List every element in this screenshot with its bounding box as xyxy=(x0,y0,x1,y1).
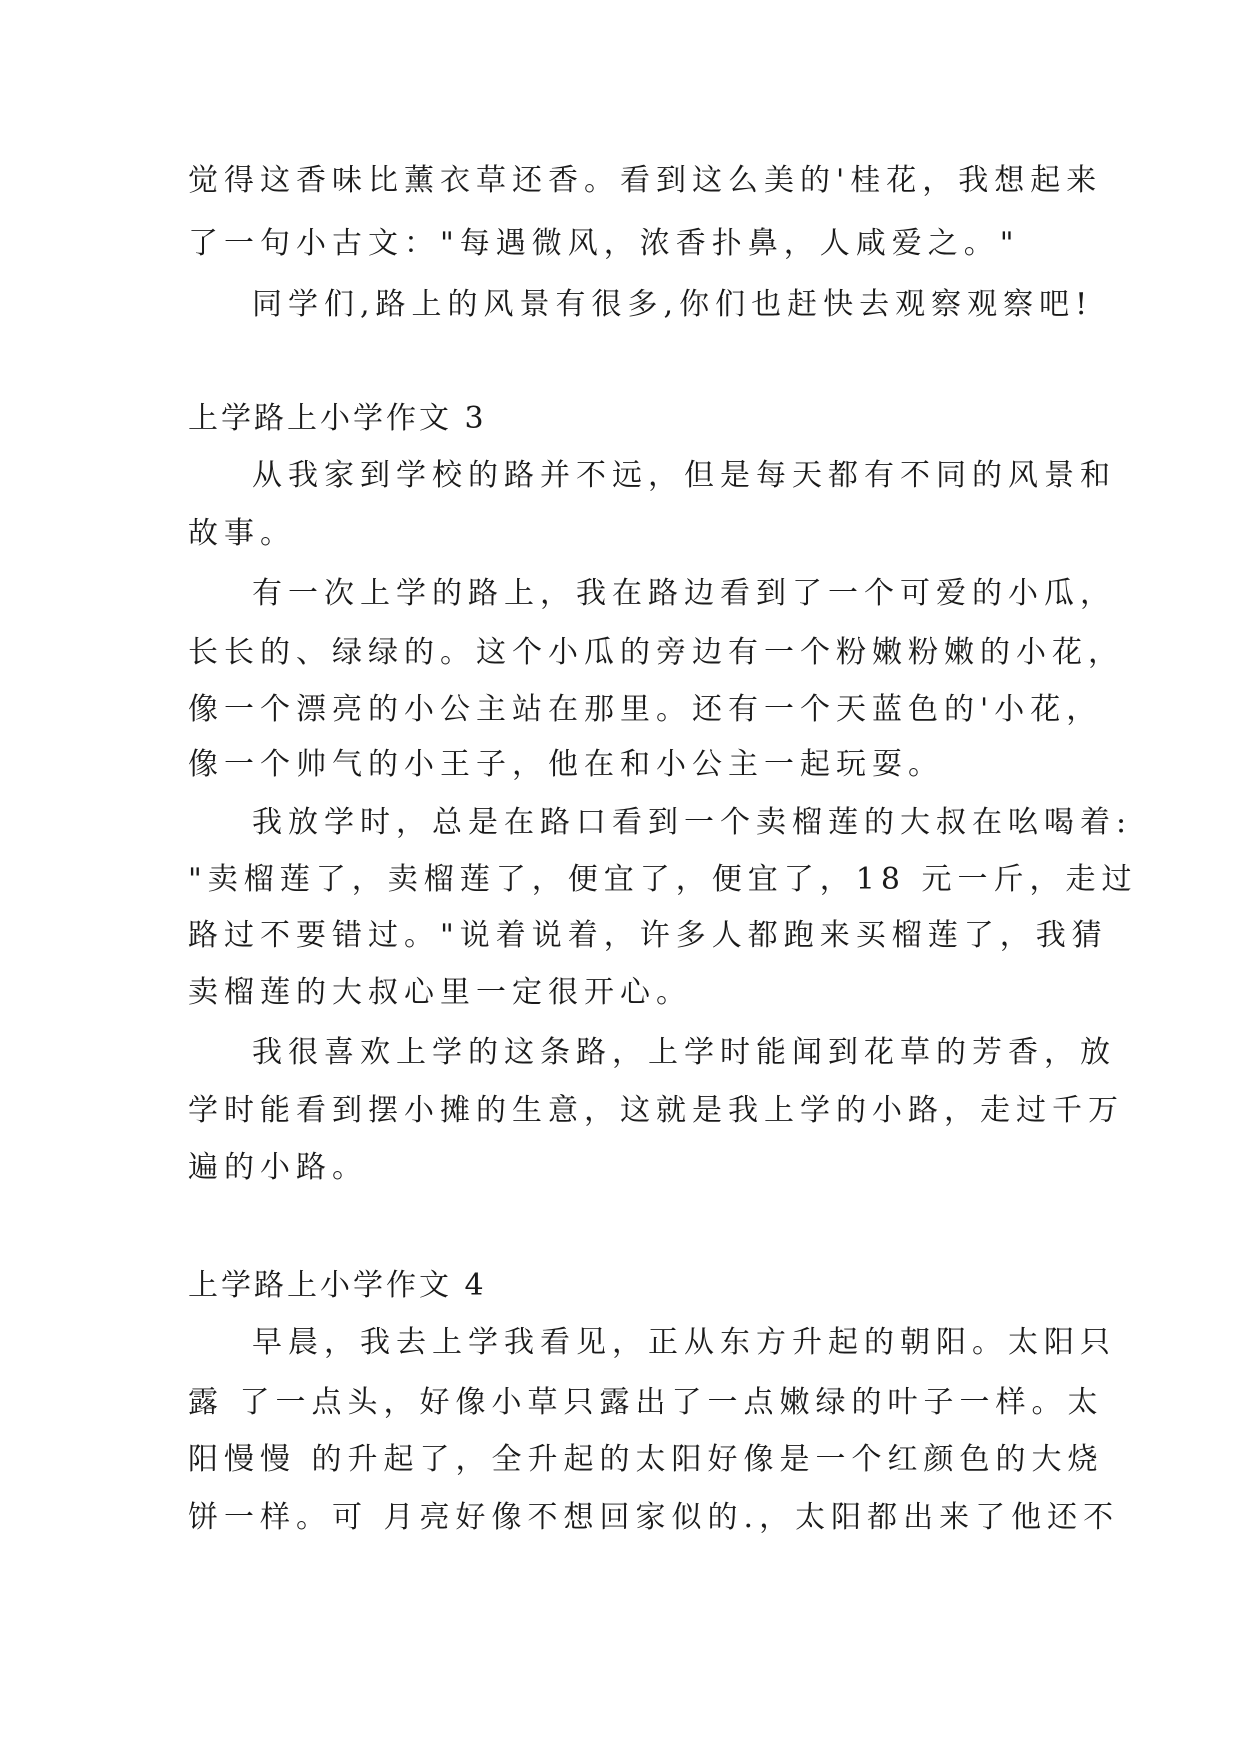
paragraph-line: 路过不要错过。"说着说着，许多人都跑来买榴莲了，我猜 xyxy=(188,918,1108,953)
paragraph-line: 长长的、绿绿的。这个小瓜的旁边有一个粉嫩粉嫩的小花， xyxy=(188,635,1124,670)
section-heading: 上学路上小学作文 4 xyxy=(188,1268,487,1303)
paragraph-line: 我很喜欢上学的这条路，上学时能闻到花草的芳香，放 xyxy=(252,1035,1116,1070)
paragraph-line: 像一个漂亮的小公主站在那里。还有一个天蓝色的'小花， xyxy=(188,692,1103,727)
paragraph-line: 从我家到学校的路并不远，但是每天都有不同的风景和 xyxy=(252,458,1116,493)
section-heading: 上学路上小学作文 3 xyxy=(188,401,487,436)
paragraph-line: 同学们,路上的风景有很多,你们也赶快去观察观察吧! xyxy=(252,287,1094,322)
paragraph-line: 了一句小古文："每遇微风，浓香扑鼻，人咸爱之。" xyxy=(188,226,1020,261)
paragraph-line: 像一个帅气的小王子，他在和小公主一起玩耍。 xyxy=(188,747,944,782)
paragraph-line: 学时能看到摆小摊的生意，这就是我上学的小路，走过千万 xyxy=(188,1093,1124,1128)
paragraph-line: 阳慢慢 的升起了，全升起的太阳好像是一个红颜色的大烧 xyxy=(188,1442,1104,1477)
paragraph-line: 觉得这香味比薰衣草还香。看到这么美的'桂花，我想起来 xyxy=(188,163,1103,198)
paragraph-line: 我放学时，总是在路口看到一个卖榴莲的大叔在吆喝着: xyxy=(252,805,1133,840)
paragraph-line: 早晨，我去上学我看见，正从东方升起的朝阳。太阳只 xyxy=(252,1325,1116,1360)
paragraph-line: 露 了一点头，好像小草只露出了一点嫩绿的叶子一样。太 xyxy=(188,1385,1104,1420)
paragraph-line: "卖榴莲了，卖榴莲了，便宜了，便宜了，18 元一斤，走过 xyxy=(188,862,1138,897)
paragraph-line: 饼一样。可 月亮好像不想回家似的.，太阳都出来了他还不 xyxy=(188,1500,1120,1535)
paragraph-line: 卖榴莲的大叔心里一定很开心。 xyxy=(188,975,692,1010)
paragraph-line: 有一次上学的路上，我在路边看到了一个可爱的小瓜， xyxy=(252,576,1116,611)
paragraph-line: 故事。 xyxy=(188,516,296,551)
paragraph-line: 遍的小路。 xyxy=(188,1150,368,1185)
